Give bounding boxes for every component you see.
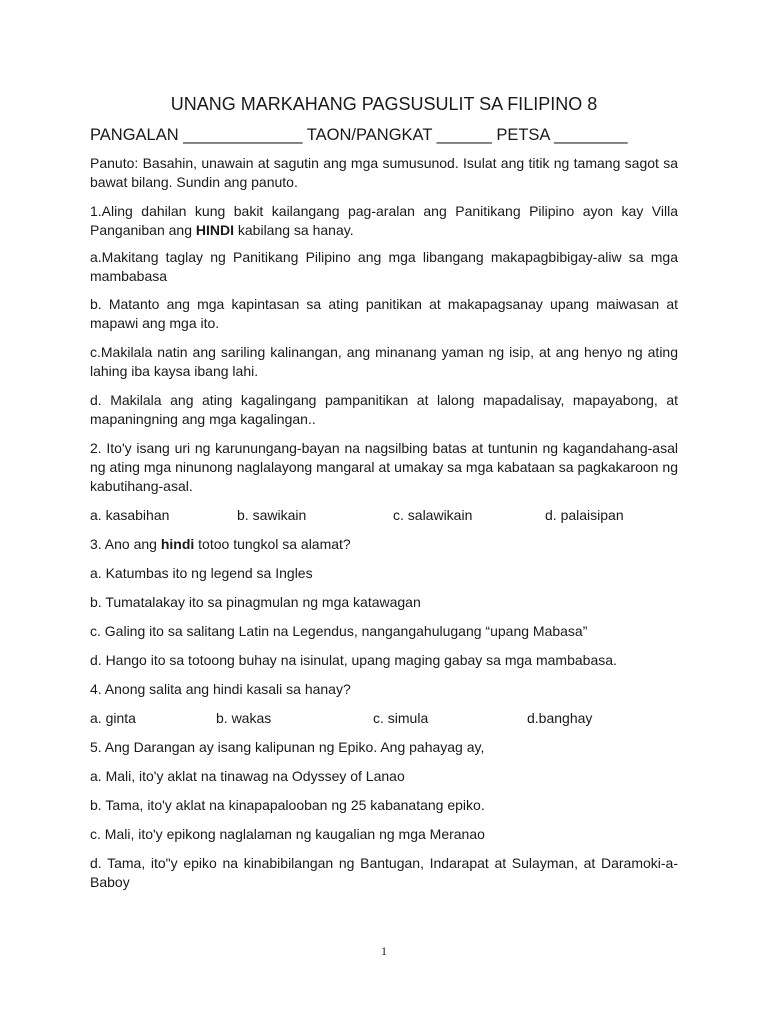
question-5-choice-d: d. Tama, ito"y epiko na kinabibilangan ng Bantugan, Indarapat at Sulayman, at Daramoki-a-Baboy bbox=[90, 855, 678, 890]
exam-title: UNANG MARKAHANG PAGSUSULIT SA FILIPINO 8 bbox=[170, 94, 598, 114]
question-2-stem: 2. Ito'y isang uri ng karunungang-bayan na nagsilbing batas at tuntunin ng kagandahang-asal ng ating mga ninunong naglalayong mangaral at umakay sa mga kabataan sa pagkakaroon ng kabutihang-asal. bbox=[90, 440, 678, 494]
question-3-choice-b: b. Tumatalakay ito sa pinagmulan ng mga katawagan bbox=[90, 594, 421, 610]
question-3-stem: 3. Ano ang hindi totoo tungkol sa alamat? bbox=[90, 536, 351, 552]
question-3-choice-a: a. Katumbas ito ng legend sa Ingles bbox=[90, 565, 313, 581]
question-5-stem: 5. Ang Darangan ay isang kalipunan ng Epiko. Ang pahayag ay, bbox=[90, 739, 485, 755]
question-5-choice-a: a. Mali, ito'y aklat na tinawag na Odyssey of Lanao bbox=[90, 768, 405, 784]
question-2-choice-b: b. sawikain bbox=[237, 507, 307, 523]
question-1-choice-b: b. Matanto ang mga kapintasan sa ating panitikan at makapagsanay upang maiwasan at mapawi ang mga ito. bbox=[90, 296, 678, 331]
question-4-choice-d: d.banghay bbox=[527, 710, 593, 726]
question-2-choice-a: a. kasabihan bbox=[90, 507, 170, 523]
question-4-choices bbox=[90, 709, 678, 728]
question-1-choice-a: a.Makitang taglay ng Panitikang Pilipino ang mga libangang makapagbibigay-aliw sa mga mambabasa bbox=[90, 249, 678, 284]
question-2-choices bbox=[90, 506, 678, 525]
student-info-line: PANGALAN _____________ TAON/PANGKAT ______ PETSA ________ bbox=[90, 126, 628, 144]
question-1-stem: 1.Aling dahilan kung bakit kailangang pag-aralan ang Panitikang Pilipino ayon kay Villa Panganiban ang HINDI kabilang sa hanay. bbox=[90, 203, 678, 238]
question-1-choice-d: d. Makilala ang ating kagalingang pampanitikan at lalong mapadalisay, mapayabong, at mapaningning ang mga kagalingan.. bbox=[90, 392, 678, 427]
question-3-choice-d: d. Hango ito sa totoong buhay na isinulat, upang maging gabay sa mga mambabasa. bbox=[90, 652, 617, 668]
instructions: Panuto: Basahin, unawain at sagutin ang mga sumusunod. Isulat ang titik ng tamang sagot sa bawat bilang. Sundin ang panuto. bbox=[90, 155, 678, 190]
question-1-choice-c: c.Makilala natin ang sariling kalinangan, ang minanang yaman ng isip, at ang henyo ng ating lahing iba kaysa ibang lahi. bbox=[90, 344, 678, 379]
question-4-choice-c: c. simula bbox=[373, 710, 429, 726]
question-5-choice-b: b. Tama, ito'y aklat na kinapapalooban ng 25 kabanatang epiko. bbox=[90, 797, 485, 813]
question-4-stem: 4. Anong salita ang hindi kasali sa hanay? bbox=[90, 681, 351, 697]
page-number: 1 bbox=[381, 944, 387, 958]
question-5-choice-c: c. Mali, ito'y epikong naglalaman ng kaugalian ng mga Meranao bbox=[90, 826, 485, 842]
question-2-choice-c: c. salawikain bbox=[393, 507, 473, 523]
question-3-choice-c: c. Galing ito sa salitang Latin na Legendus, nangangahulugang “upang Mabasa” bbox=[90, 623, 588, 639]
question-2-choice-d: d. palaisipan bbox=[545, 507, 624, 523]
question-4-choice-a: a. ginta bbox=[90, 710, 136, 726]
question-4-choice-b: b. wakas bbox=[216, 710, 272, 726]
